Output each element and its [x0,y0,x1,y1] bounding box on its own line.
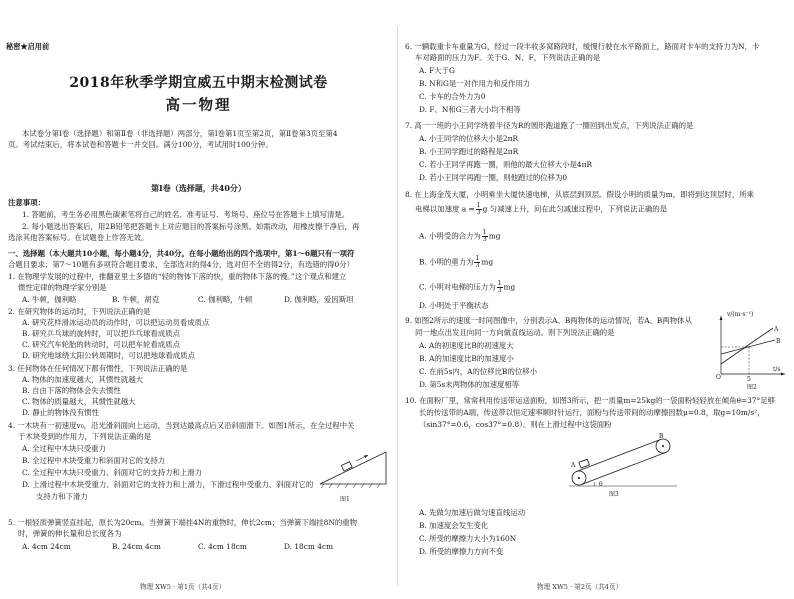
q4-option-c: C. 全过程中木块只受重力、斜面对它的支持力和上滑力 [22,468,203,477]
q6-option-c: C. 卡车的合外力为0 [419,92,486,101]
figure-2-x-label: t/s [773,366,781,373]
q8-option-a: A. 小明受的合力为 $\frac{1}{3}$ mg [419,229,501,244]
q1-option-c: C. 伽利略，牛顿 [198,295,253,304]
q5-option-c: C. 4cm 18cm [198,542,247,551]
q1-option-d: D. 伽利略，爱因斯坦 [284,295,354,304]
question-1: 1. 在物理学发展的过程中，推翻亚里士多德的“轻的物体下落的快，重的物体下落的慢。”这个观点和建立 [8,272,347,281]
q2-option-d: D. 研究地球绕太阳公转周期时，可以把地球看成质点 [22,351,195,360]
q7-option-c: C. 若小王同学再跑一圈，则他的最大位移大小是4πR [419,160,593,169]
notice-title: 注意事项： [8,198,45,207]
figure-2-y-label: v/(m·s⁻¹) [727,311,754,318]
q3-option-d: D. 静止的物体没有惯性 [22,408,99,417]
question-8: 8. 在上海金茂大厦，小明乘坐大厦快速电梯，从底层到顶层。假设小明的质量为m，即将到达顶层时，所乘 [405,190,754,199]
page-2 [397,0,794,599]
figure-2-t5-label: 5 [747,376,751,383]
intro-line-1: 本试卷分第Ⅰ卷（选择题）和第Ⅱ卷（非选择题）两部分，第Ⅰ卷第1页至第2页，第Ⅱ卷第3页至第4 [22,129,338,138]
q9-option-c: C. 在前5s内，A的位移比B的位移小 [419,367,538,376]
section-title: 第Ⅰ卷（选择题，共40分） [151,183,246,193]
figure-2-origin: O [716,374,721,381]
q3-option-a: A. 物体的加速度越大，其惯性就越大 [22,375,143,384]
question-5-cont: 时，弹簧的伸长量和总长度各为 [18,529,122,538]
figure-2-caption: 图2 [747,384,757,391]
q3-option-c: C. 物体的质量越大，其惯性就越大 [22,397,136,406]
q7-option-d: D. 若小王同学再跑一圈，则他跑过的位移为0 [419,173,568,182]
q8-option-c: C. 小明对电梯的压力为 $\frac{1}{3}$ mg [419,280,516,295]
question-5: 5. 一根轻质弹簧竖直挂起，原长为20cm。当弹簧下端挂4N的重物时，伸长2cm；当弹簧下端挂8N的重物 [8,518,357,527]
confidential-mark: 秘密★启用前 [6,42,50,51]
question-4: 4. 一木块有一初速度v₀，沿光滑斜面向上运动，当到达最高点后又沿斜面滑下。如图1所示，在全过程中关 [8,421,355,430]
q6-option-b: B. N和G是一对作用力和反作用力 [419,79,531,88]
q10-option-d: D. 所受的摩擦力方向不变 [419,547,504,556]
question-6-cont: 车对路面的压力为F。关于G、N、F，下列说法正确的是 [415,53,601,62]
figure-3-point-b: B [659,433,664,440]
figure-3-conveyor [565,436,681,496]
question-6: 6. 一辆载重卡车重量为G，经过一段丰收多窝路段时，缓慢行驶在水平路面上，路面对卡车的支持力为N，卡 [405,42,760,51]
q5-option-d: D. 18cm 4cm [284,542,334,551]
part-heading-cont: 合题目要求；第7～10题有多项符合题目要求，全部选对的得4分，选对但不全的得2分，有选错的得0分） [8,260,355,269]
figure-2-line-a-label: A [774,326,779,333]
part-heading: 一、选择题（本大题共10小题，每小题4分，共40分。在每小题给出的四个选项中，第1～6题只有一项符 [8,249,355,258]
question-9: 9. 如图2所示的速度一时间图像中，分别表示A、B两物体的运动情况，若A、B两物体从 [405,316,692,325]
q5-option-b: B. 24cm 4cm [112,542,161,551]
q10-option-c: C. 所受的摩擦力大小为160N [419,534,517,543]
question-3: 3. 任何物体在任何情况下都有惯性，下列说法正确的是 [8,364,188,373]
figure-1-incline [318,448,388,508]
q4-option-d: D. 上滑过程中木块受重力、斜面对它的支持力和上滑力，下滑过程中受重力、斜面对它的 [22,480,314,489]
question-1-cont: 惯性定律的物理学家分别是 [18,283,107,292]
q10-option-b: B. 加速度会发生变化 [419,521,489,530]
question-10-cont: 长的传送带的A端，传送带以恒定速率顺时针运行，面粉与传送带间的动摩擦因数μ=0.8，取g=10m/s²， [419,408,765,417]
q6-option-d: D. F、N和G三者大小均不相等 [419,105,521,114]
q9-option-d: D. 第5s末两物体的加速度相等 [419,380,520,389]
q7-option-b: B. 小王同学跑过的路程是2πR [419,147,519,156]
question-7: 7. 高一一班的小王同学绕着半径为R的圆形跑道跑了一圈回到出发点，下列说法正确的是 [405,121,694,130]
fraction: $\frac{1}{3}$ [476,202,481,217]
q4-option-d-cont: 支持力和下滑力 [36,492,88,501]
q8-option-d: D. 小明处于平衡状态 [419,301,489,310]
q7-option-a: A. 小王同学的位移大小是2πR [419,134,519,143]
q2-option-b: B. 研究乒乓球的旋转时，可以把乒乓球看成质点 [22,329,180,338]
q10-option-a: A. 先做匀加速后做匀速直线运动 [419,508,526,517]
page-2-footer: 物理 XW5 · 第2页（共4页） [537,583,623,591]
exam-title: 2018年秋季学期宜威五中期末检测试卷 [69,75,328,91]
figure-3-theta: θ [599,481,603,488]
q6-option-a: A. F大于G [419,66,455,75]
figure-2-line-b-label: B [776,338,781,345]
q1-option-b: B. 牛顿，胡克 [112,295,160,304]
question-9-cont: 同一地点出发且向同一方向做直线运动。则下列说法正确的是 [415,328,615,337]
exam-subject: 高一物理 [165,97,232,114]
q4-option-b: B. 全过程中木块受重力和斜面对它的支持力 [22,456,166,465]
notice-1: 1. 答题前，考生务必用黑色碳素笔将自己的姓名、准考证号、考场号、座位号在答题卡上填写清楚。 [22,210,350,219]
intro-line-2: 页。考试结束后，将本试卷和答题卡一并交回。满分100分，考试用时100分钟。 [8,140,273,149]
q5-option-a: A. 4cm 24cm [22,542,71,551]
question-4-cont: 于木块受到的作用力，下列说法正确的是 [18,432,152,441]
page-1-footer: 物理 XW5 · 第1页（共4页） [140,583,226,591]
q9-option-a: A. A的初速度比B的初速度大 [419,341,514,350]
q3-option-b: B. 自由下落的物体会失去惯性 [22,386,121,395]
question-10: 10. 在面粉厂里，常常利用传送带运送面粉，如图3所示，把一质量m=25kg的一袋面粉轻轻放在倾角θ=37°足够 [405,396,775,405]
q1-option-a: A. 牛顿，伽利略 [22,295,77,304]
notice-2: 2. 每小题选出答案后，用2B铅笔把答题卡上对应题目的答案标号涂黑。如需改动，用橡皮擦干净后，再 [22,222,360,231]
question-10-cont-2: （sin37°=0.6，cos37°=0.8）。则在上滑过程中这袋面粉 [419,420,612,429]
question-8-cont: 电梯以加速度 a = $\frac{1}{3}$ g 匀减速上升，问在此匀减速过程中，下列说法正确的是 [415,202,668,217]
q4-option-a: A. 全过程中木块只受重力 [22,444,106,453]
notice-2-cont: 选涂其他答案标号。在试题卷上作答无效。 [8,233,149,242]
q9-option-b: B. A的加速度比B的加速度小 [419,354,514,363]
figure-3-caption: 图3 [609,491,619,498]
q2-option-c: C. 研究汽车轮胎的转动时，可以把车轮看成质点 [22,340,180,349]
q8-option-b: B. 小明的重力为 $\frac{1}{3}$ mg [419,255,494,270]
question-2: 2. 在研究物体的运动时，下列说法正确的是 [8,307,151,316]
figure-1-caption: 图1 [340,496,350,503]
q2-option-a: A. 研究花样滑冰运动员的动作时，可以把运动员看成质点 [22,318,210,327]
figure-3-point-a: A [571,462,576,469]
